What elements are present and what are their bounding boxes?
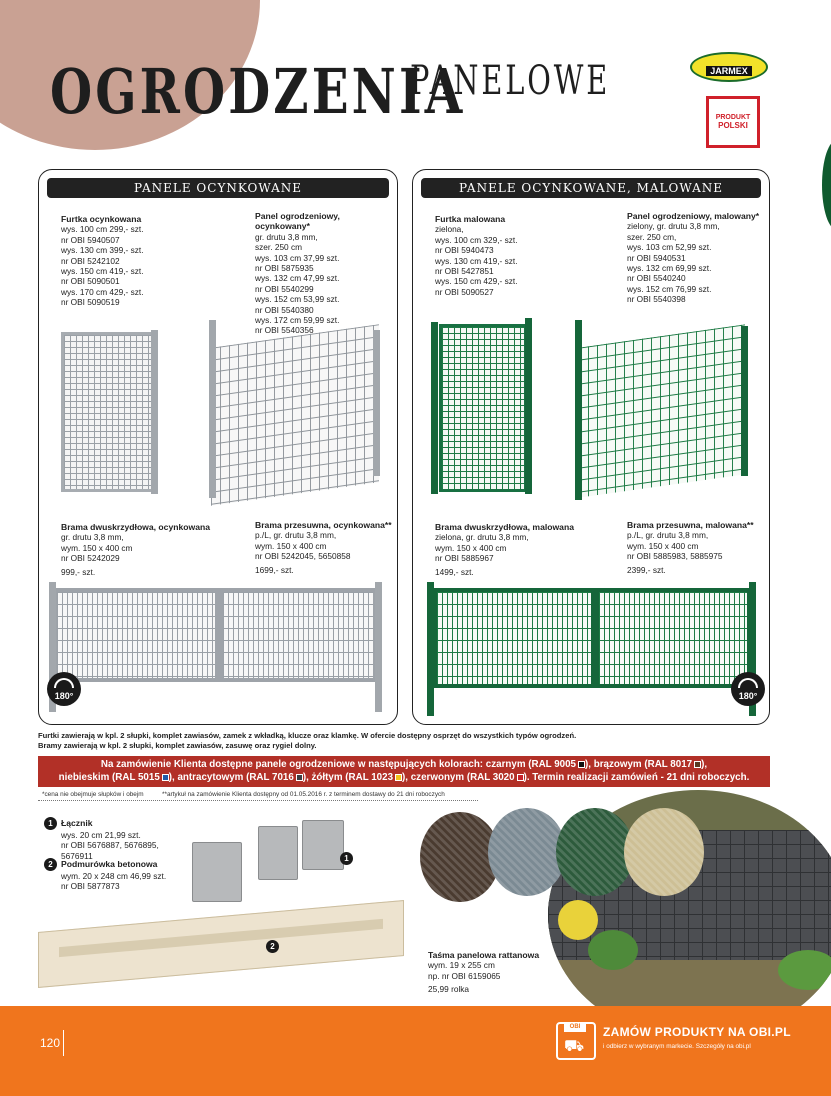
product-spec: wys. 132 cm 69,99 szt. xyxy=(627,263,712,274)
product-name: Furtka malowana xyxy=(435,214,506,224)
swatch-anthracite xyxy=(296,774,303,781)
product-name: Furtka ocynkowana xyxy=(61,214,142,224)
gate-post xyxy=(427,582,434,716)
rotation-label: 180° xyxy=(54,691,74,701)
banner-text: ), czerwonym (RAL 3020 xyxy=(402,772,515,783)
product-brama-przesuwna-malowana xyxy=(627,520,767,575)
product-name: Brama przesuwna, ocynkowana** xyxy=(255,520,392,530)
product-spec: nr OBI 5875935 xyxy=(255,263,314,274)
rattan-roll-beige xyxy=(624,808,704,896)
product-spec: nr OBI 5540398 xyxy=(627,294,686,305)
obi-tag: OBI xyxy=(564,1022,586,1032)
furtka-ocynkowana-image xyxy=(61,332,157,492)
product-spec: nr OBI 5090501 xyxy=(61,276,120,287)
product-spec: nr OBI 5540299 xyxy=(255,283,314,294)
product-furtka-ocynkowana xyxy=(61,214,211,308)
product-name: Brama przesuwna, malowana** xyxy=(627,520,754,530)
product-spec: szer. 250 cm, xyxy=(627,231,677,242)
photo-flowers xyxy=(558,900,598,940)
product-brama-przesuwna-ocynkowana xyxy=(255,520,395,575)
banner-text: niebieskim (RAL 5015 xyxy=(58,772,160,783)
footnote-single: *cena nie obejmuje słupków i obejm xyxy=(42,791,144,798)
panel-galvanized-heading: PANELE OCYNKOWANE xyxy=(47,178,389,198)
product-spec: wys. 150 cm 429,- szt. xyxy=(435,276,518,287)
product-spec: szer. 250 cm xyxy=(255,242,303,253)
swatch-yellow xyxy=(395,774,402,781)
product-spec: nr OBI 5885983, 5885975 xyxy=(627,551,723,562)
product-spec: wys. 152 cm 76,99 szt. xyxy=(627,283,712,294)
jarmex-logo-text: JARMEX xyxy=(706,66,752,76)
truck-icon: ⛟ xyxy=(564,1038,585,1055)
order-online-link[interactable]: ZAMÓW PRODUKTY NA OBI.PL xyxy=(603,1025,791,1039)
product-spec: gr. drutu 3,8 mm, xyxy=(61,532,124,543)
product-spec: nr OBI 5940531 xyxy=(627,252,686,263)
product-spec: wys. 103 cm 52,99 szt. xyxy=(627,242,712,253)
product-spec: nr OBI 5940473 xyxy=(435,245,494,256)
product-spec: wym. 150 x 400 cm xyxy=(627,540,699,551)
product-spec: nr OBI 5090527 xyxy=(435,286,494,297)
badge-line2: POLSKI xyxy=(718,121,748,130)
product-spec: nr OBI 5242102 xyxy=(61,255,120,266)
product-spec: 5676911 xyxy=(61,850,93,861)
fence-post xyxy=(209,320,216,498)
accessory-podmurowka xyxy=(44,858,214,892)
product-spec: nr OBI 5427851 xyxy=(435,266,494,277)
product-spec: nr OBI 5540356 xyxy=(255,325,314,336)
product-price: 2399,- szt. xyxy=(627,564,666,575)
banner-text: ), xyxy=(701,759,708,770)
product-name: Panel ogrodzeniowy, ocynkowany* xyxy=(255,211,340,232)
panel-galvanized xyxy=(38,169,398,725)
product-name: Podmurówka betonowa xyxy=(61,858,158,869)
product-spec: nr OBI 5540240 xyxy=(627,273,686,284)
rattan-roll-green xyxy=(556,808,634,896)
podmurowka-image xyxy=(38,900,404,988)
product-name: Brama dwuskrzydłowa, malowana xyxy=(435,522,574,532)
product-spec: nr OBI 5676887, 5676895, xyxy=(61,840,159,851)
page-subtitle: PANELOWE xyxy=(410,58,611,104)
product-spec: nr OBI 5242045, 5650858 xyxy=(255,551,351,562)
product-spec: gr. drutu 3,8 mm, xyxy=(255,231,318,242)
rattan-roll-grey xyxy=(488,808,566,896)
product-brama-dwuskrzydlowa-malowana xyxy=(435,522,605,577)
gate-post xyxy=(375,582,382,712)
connector-block-image xyxy=(302,820,344,870)
swatch-blue xyxy=(162,774,169,781)
product-spec: wym. 150 x 400 cm xyxy=(61,542,133,553)
panel-ocynkowany-image xyxy=(211,324,379,506)
accessory-lacznik xyxy=(44,817,194,861)
product-name: Taśma panelowa rattanowa xyxy=(428,950,540,960)
gate-post xyxy=(151,330,158,494)
product-name: Łącznik xyxy=(61,817,93,828)
fence-post xyxy=(741,326,748,476)
product-spec: wym. 19 x 255 cm xyxy=(428,960,495,971)
page-title: OGRODZENIA xyxy=(50,55,466,128)
custom-colors-banner xyxy=(38,756,770,787)
rotation-180-icon xyxy=(47,672,81,706)
obi-delivery-icon xyxy=(556,1022,596,1060)
product-price: 25,99 rolka xyxy=(428,984,470,995)
product-spec: wys. 150 cm 419,- szt. xyxy=(61,266,144,277)
footnote-divider xyxy=(38,800,478,801)
product-spec: wym. 150 x 400 cm xyxy=(255,540,327,551)
banner-text: Na zamówienie Klienta dostępne panele ogrodzeniowe w następujących kolorach: czarnym (RAL 9005 xyxy=(100,759,577,770)
product-name: Panel ogrodzeniowy, malowany* xyxy=(627,211,760,221)
banner-text: ), żółtym (RAL 1023 xyxy=(302,772,394,783)
product-spec: wys. 172 cm 59,99 szt. xyxy=(255,315,340,326)
product-price: 1699,- szt. xyxy=(255,564,294,575)
footnote-double: **artykuł na zamówienie Klienta dostępny od 01.05.2016 r. z terminem dostawy do 21 dni roboczych xyxy=(162,791,445,798)
product-spec: zielony, gr. drutu 3,8 mm, xyxy=(627,221,720,232)
product-spec: wys. 132 cm 47,99 szt. xyxy=(255,273,340,284)
banner-line-1 xyxy=(38,758,770,771)
photo-plant xyxy=(778,950,831,990)
product-spec: zielona, xyxy=(435,224,464,235)
product-spec: nr OBI 5940507 xyxy=(61,234,120,245)
footer-bar xyxy=(0,1006,831,1096)
product-spec: p./L, gr. drutu 3,8 mm, xyxy=(255,530,337,541)
product-spec: nr OBI 5540380 xyxy=(255,304,314,315)
product-spec: nr OBI 5885967 xyxy=(435,553,494,564)
product-price: 999,- szt. xyxy=(61,566,96,577)
product-spec: p./L, gr. drutu 3,8 mm, xyxy=(627,530,709,541)
page-number-divider xyxy=(63,1030,64,1056)
gate-post xyxy=(431,322,438,494)
brama-ocynkowana-right-leaf xyxy=(219,588,377,682)
banner-text: ). Termin realizacji zamówień - 21 dni roboczych. xyxy=(523,772,750,783)
product-spec: wys. 103 cm 37,99 szt. xyxy=(255,252,340,263)
product-spec: wys. 100 cm 299,- szt. xyxy=(61,224,144,235)
product-spec: wym. 20 x 248 cm 46,99 szt. xyxy=(61,871,167,881)
brama-malowana-right-leaf xyxy=(595,588,751,688)
product-spec: wym. 150 x 400 cm xyxy=(435,542,507,553)
panel-malowany-image xyxy=(579,324,745,497)
product-furtka-malowana xyxy=(435,214,585,297)
gate-post xyxy=(525,318,532,494)
swatch-black xyxy=(578,761,585,768)
product-spec: zielona, gr. drutu 3,8 mm, xyxy=(435,532,529,543)
product-spec: nr OBI 5877873 xyxy=(61,881,120,892)
fence-post xyxy=(373,330,380,476)
product-spec: wys. 152 cm 53,99 szt. xyxy=(255,294,340,305)
swatch-red xyxy=(517,774,524,781)
panel-painted-heading: PANELE OCYNKOWANE, MALOWANE PROSZKOWO xyxy=(421,178,761,198)
note-wickets: Furtki zawierają w kpl. 2 słupki, komplet zawiasów, zamek z wkładką, klucze oraz klamkę. W ofercie dostępny osprzęt do wszystkich typów ogrodzeń. xyxy=(38,731,577,740)
product-spec: wys. 170 cm 429,- szt. xyxy=(61,286,144,297)
product-spec: nr OBI 5090519 xyxy=(61,297,120,308)
banner-text: ), brązowym (RAL 8017 xyxy=(585,759,693,770)
page-number: 120 xyxy=(40,1036,61,1050)
photo-plant xyxy=(588,930,638,970)
product-spec: wys. 130 cm 419,- szt. xyxy=(435,255,518,266)
product-name: Brama dwuskrzydłowa, ocynkowana xyxy=(61,522,211,532)
connector-block-image xyxy=(192,842,242,902)
rotation-label: 180° xyxy=(738,691,758,701)
brama-malowana-left-leaf xyxy=(433,588,595,688)
product-panel-ocynkowany xyxy=(255,211,395,336)
produkt-polski-badge xyxy=(706,96,760,148)
callout-1: 1 xyxy=(340,852,353,865)
product-tasma-rattanowa xyxy=(428,950,558,995)
connector-block-image xyxy=(258,826,298,880)
product-spec: np. nr OBI 6159065 xyxy=(428,970,501,981)
badge-line1: PRODUKT xyxy=(715,114,751,121)
decorative-edge xyxy=(822,140,831,230)
product-price: 1499,- szt. xyxy=(435,566,474,577)
product-spec: wys. 20 cm 21,99 szt. xyxy=(61,830,141,840)
accessory-number: 2 xyxy=(44,858,57,871)
product-panel-malowany xyxy=(627,211,767,305)
callout-2: 2 xyxy=(266,940,279,953)
product-spec: wys. 130 cm 399,- szt. xyxy=(61,245,144,256)
jarmex-logo xyxy=(690,52,768,82)
banner-text: ), antracytowym (RAL 7016 xyxy=(168,772,294,783)
brama-ocynkowana-left-leaf xyxy=(53,588,219,682)
furtka-malowana-image xyxy=(439,324,527,492)
product-spec: wys. 100 cm 329,- szt. xyxy=(435,234,518,245)
rotation-180-icon xyxy=(731,672,765,706)
banner-line-2 xyxy=(38,771,770,784)
fence-post xyxy=(575,320,582,500)
note-gates: Bramy zawierają w kpl. 2 słupki, komplet zawiasów, zasuwę oraz rygiel dolny. xyxy=(38,741,317,750)
product-brama-dwuskrzydlowa-ocynkowana xyxy=(61,522,231,577)
panel-painted xyxy=(412,169,770,725)
order-online-subtext: i odbierz w wybranym markecie. Szczegóły na obi.pl xyxy=(603,1043,751,1050)
product-spec: nr OBI 5242029 xyxy=(61,553,120,564)
accessory-number: 1 xyxy=(44,817,57,830)
